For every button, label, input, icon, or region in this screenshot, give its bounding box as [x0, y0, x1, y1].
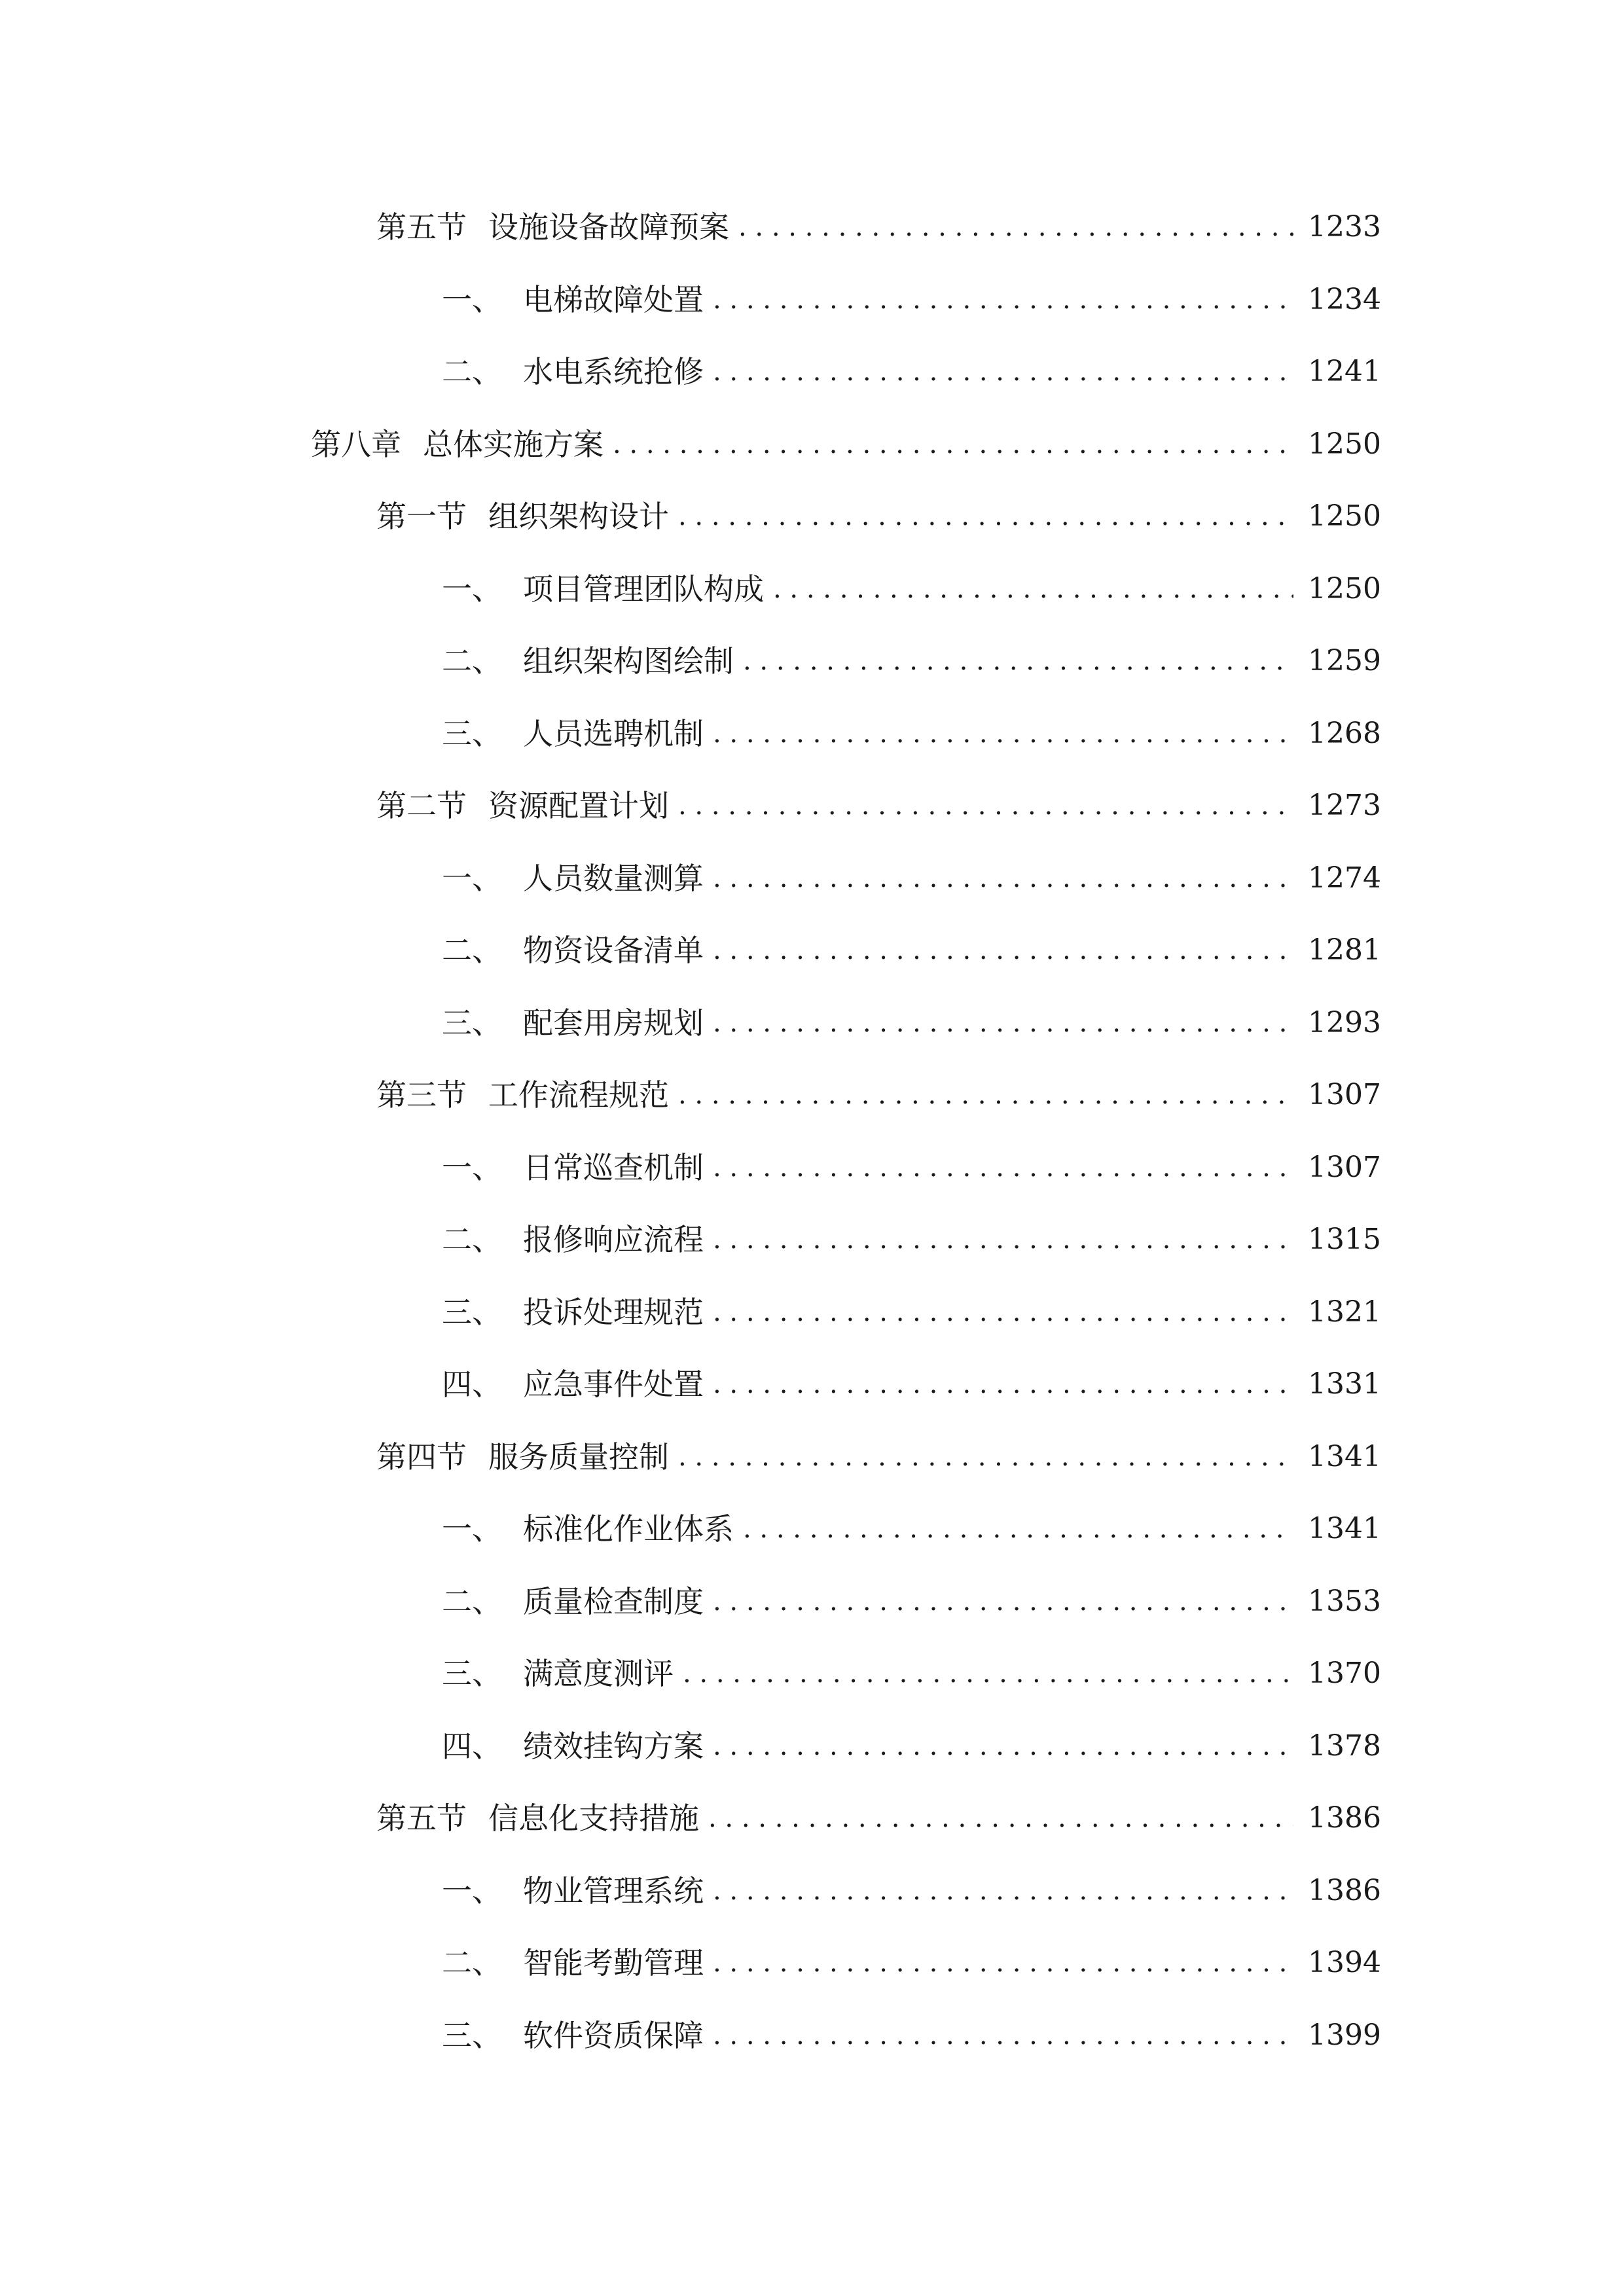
toc-entry-title: 应急事件处置 [523, 1367, 704, 1402]
toc-entry-title: 日常巡查机制 [523, 1150, 704, 1185]
toc-entry-page: 1394 [1308, 1946, 1381, 1979]
toc-entry-prefix: 三、 [442, 2018, 502, 2053]
toc-entry[interactable] [442, 1217, 1381, 1263]
toc-entry-page: 1241 [1308, 355, 1381, 388]
toc-entry-title: 绩效挂钩方案 [523, 1729, 704, 1764]
toc-entry[interactable] [442, 711, 1381, 757]
dot-leader [678, 783, 1293, 829]
toc-entry-title: 人员数量测算 [523, 861, 704, 896]
toc-entry[interactable] [442, 638, 1381, 684]
toc-entry-page: 1353 [1308, 1585, 1381, 1618]
toc-entry-title: 电梯故障处置 [523, 282, 704, 317]
toc-entry-page: 1321 [1308, 1295, 1381, 1329]
toc-entry-prefix: 第八章 [311, 427, 401, 462]
toc-entry-title: 信息化支持措施 [488, 1801, 699, 1836]
toc-entry-page: 1281 [1308, 933, 1381, 967]
toc-entry-prefix: 第五节 [376, 209, 467, 245]
toc-entry-title: 水电系统抢修 [523, 354, 704, 389]
dot-leader [713, 1145, 1293, 1191]
toc-entry[interactable] [442, 1361, 1381, 1407]
toc-entry-page: 1341 [1308, 1440, 1381, 1473]
dot-leader [683, 1651, 1293, 1696]
toc-entry-prefix: 一、 [442, 1150, 502, 1185]
dot-leader [713, 277, 1293, 323]
toc-entry-prefix: 一、 [442, 861, 502, 896]
toc-entry[interactable] [442, 1723, 1381, 1769]
toc-entry[interactable] [442, 277, 1381, 323]
dot-leader [713, 1940, 1293, 1986]
toc-entry[interactable] [376, 1795, 1381, 1841]
toc-entry-page: 1399 [1308, 2018, 1381, 2052]
dot-leader [678, 1434, 1293, 1480]
toc-entry-title: 人员选聘机制 [523, 716, 704, 751]
dot-leader [713, 855, 1293, 901]
toc-entry-page: 1250 [1308, 499, 1381, 533]
dot-leader [708, 1795, 1293, 1841]
toc-entry-page: 1234 [1308, 283, 1381, 316]
toc-entry-prefix: 第三节 [376, 1077, 467, 1113]
toc-entry-title: 设施设备故障预案 [488, 209, 729, 245]
dot-leader [713, 1217, 1293, 1263]
toc-entry-prefix: 二、 [442, 1584, 502, 1619]
toc-entry-page: 1386 [1308, 1874, 1381, 1907]
toc-entry-page: 1259 [1308, 644, 1381, 677]
dot-leader [713, 349, 1293, 395]
toc-entry[interactable] [442, 1289, 1381, 1335]
toc-entry-page: 1386 [1308, 1801, 1381, 1835]
toc-entry-page: 1378 [1308, 1729, 1381, 1763]
toc-entry-prefix: 一、 [442, 1873, 502, 1909]
toc-entry-prefix: 第五节 [376, 1801, 467, 1836]
toc-entry-title: 服务质量控制 [488, 1439, 669, 1475]
toc-entry-prefix: 第二节 [376, 788, 467, 823]
toc-entry[interactable] [442, 1000, 1381, 1046]
toc-entry-title: 质量检查制度 [523, 1584, 704, 1619]
toc-entry-prefix: 二、 [442, 1945, 502, 1981]
toc-entry[interactable] [442, 855, 1381, 901]
toc-entry-prefix: 一、 [442, 282, 502, 317]
toc-entry-title: 标准化作业体系 [523, 1511, 734, 1547]
toc-entry-page: 1341 [1308, 1512, 1381, 1545]
dot-leader [713, 1579, 1293, 1624]
toc-entry-prefix: 二、 [442, 643, 502, 679]
toc-entry-title: 投诉处理规范 [523, 1295, 704, 1330]
dot-leader [738, 204, 1293, 250]
toc-entry-title: 工作流程规范 [488, 1077, 669, 1113]
toc-entry-title: 资源配置计划 [488, 788, 669, 823]
dot-leader [713, 2013, 1293, 2058]
toc-entry-prefix: 四、 [442, 1367, 502, 1402]
toc-entry-title: 软件资质保障 [523, 2018, 704, 2053]
toc-entry-page: 1293 [1308, 1006, 1381, 1039]
toc-entry-prefix: 四、 [442, 1729, 502, 1764]
toc-entry[interactable] [442, 1145, 1381, 1191]
toc-entry-prefix: 三、 [442, 1656, 502, 1691]
toc-entry-prefix: 一、 [442, 1511, 502, 1547]
dot-leader [713, 711, 1293, 757]
toc-entry-prefix: 第四节 [376, 1439, 467, 1475]
toc-entry-prefix: 三、 [442, 716, 502, 751]
dot-leader [613, 422, 1293, 467]
toc-entry-title: 物业管理系统 [523, 1873, 704, 1909]
toc-entry[interactable] [442, 1506, 1381, 1552]
toc-entry-page: 1250 [1308, 427, 1381, 461]
toc-entry-page: 1307 [1308, 1151, 1381, 1184]
toc-entry[interactable] [442, 349, 1381, 395]
toc-entry-page: 1268 [1308, 717, 1381, 750]
toc-entry-prefix: 三、 [442, 1295, 502, 1330]
toc-entry[interactable] [376, 783, 1381, 829]
toc-entry[interactable] [442, 1651, 1381, 1696]
dot-leader [713, 1000, 1293, 1046]
toc-entry-title: 报修响应流程 [523, 1222, 704, 1257]
toc-entry[interactable] [442, 2013, 1381, 2058]
toc-entry[interactable] [376, 1434, 1381, 1480]
toc-entry[interactable] [442, 1940, 1381, 1986]
toc-entry-page: 1273 [1308, 789, 1381, 822]
dot-leader [743, 1506, 1293, 1552]
dot-leader [713, 1868, 1293, 1914]
dot-leader [713, 1361, 1293, 1407]
toc-entry-prefix: 二、 [442, 354, 502, 389]
toc-entry[interactable] [442, 927, 1381, 973]
toc-entry[interactable] [442, 1579, 1381, 1624]
toc-entry-prefix: 二、 [442, 933, 502, 968]
toc-entry-title: 满意度测评 [523, 1656, 674, 1691]
dot-leader [773, 566, 1293, 612]
dot-leader [713, 1289, 1293, 1335]
dot-leader [743, 638, 1293, 684]
dot-leader [713, 1723, 1293, 1769]
toc-entry-page: 1307 [1308, 1078, 1381, 1111]
toc-entry-prefix: 第一节 [376, 499, 467, 534]
toc-entry-page: 1370 [1308, 1657, 1381, 1690]
toc-entry-title: 智能考勤管理 [523, 1945, 704, 1981]
toc-entry-title: 组织架构图绘制 [523, 643, 734, 679]
toc-entry-title: 组织架构设计 [488, 499, 669, 534]
toc-entry[interactable] [376, 493, 1381, 539]
toc-entry[interactable] [376, 1072, 1381, 1118]
toc-entry-prefix: 一、 [442, 571, 502, 607]
toc-entry-page: 1315 [1308, 1223, 1381, 1256]
toc-entry[interactable] [442, 566, 1381, 612]
toc-entry-title: 配套用房规划 [523, 1005, 704, 1041]
toc-entry-page: 1331 [1308, 1367, 1381, 1401]
dot-leader [678, 1072, 1293, 1118]
dot-leader [678, 493, 1293, 539]
dot-leader [713, 927, 1293, 973]
toc-entry[interactable] [442, 1868, 1381, 1914]
toc-entry-prefix: 二、 [442, 1222, 502, 1257]
toc-entry-title: 物资设备清单 [523, 933, 704, 968]
toc-entry[interactable] [376, 204, 1381, 250]
toc-entry-prefix: 三、 [442, 1005, 502, 1041]
toc-entry-title: 项目管理团队构成 [523, 571, 764, 607]
toc-entry[interactable] [311, 422, 1381, 467]
toc-entry-title: 总体实施方案 [423, 427, 604, 462]
toc-entry-page: 1274 [1308, 861, 1381, 895]
toc-entry-page: 1250 [1308, 572, 1381, 605]
toc-entry-page: 1233 [1308, 210, 1381, 243]
